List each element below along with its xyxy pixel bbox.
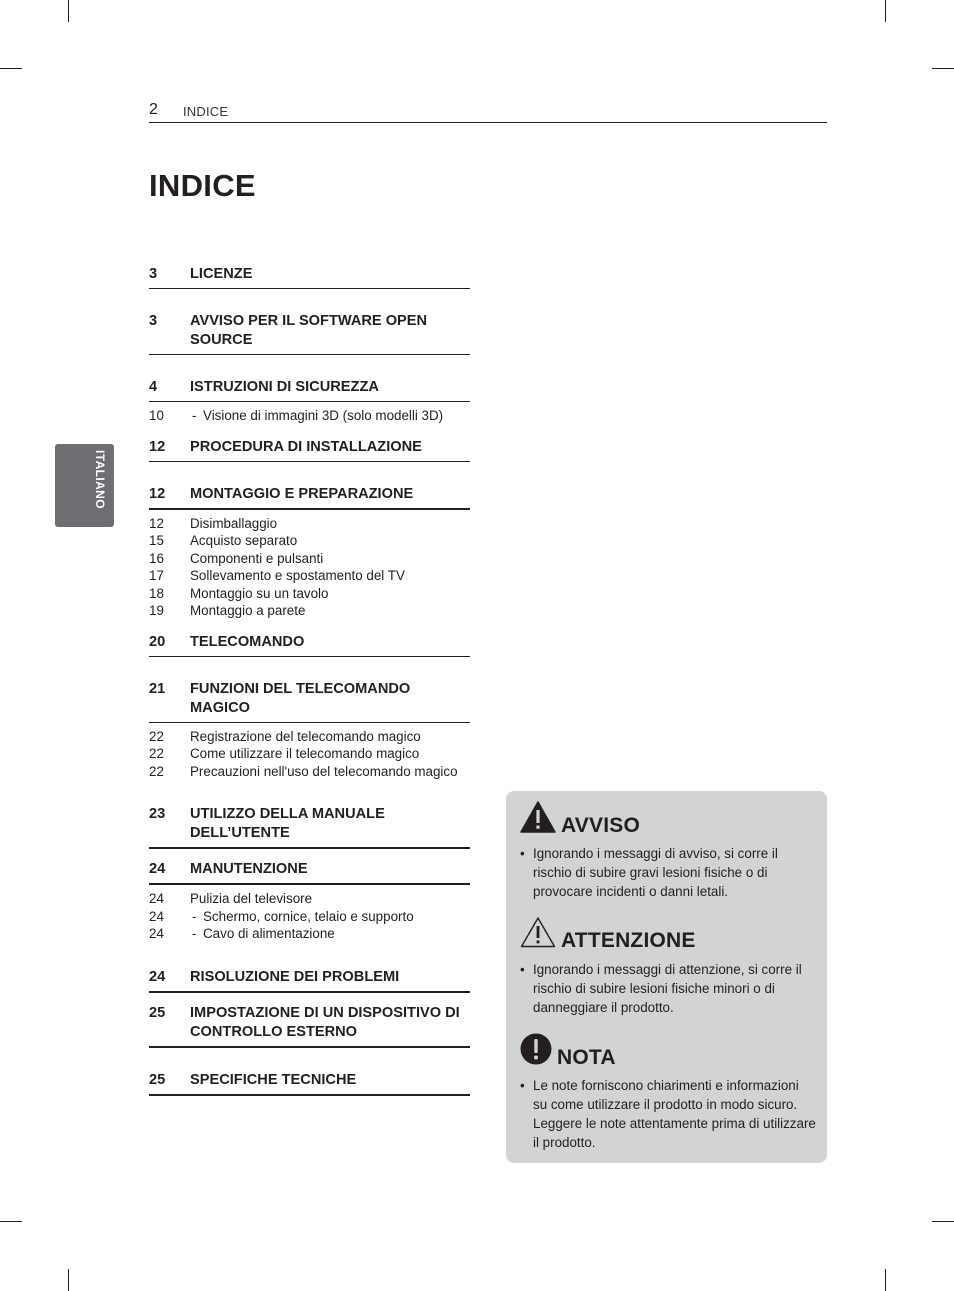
toc-subsection-title: Componenti e pulsanti [190, 550, 324, 566]
toc-subsection-title: Visione di immagini 3D (solo modelli 3D) [203, 408, 444, 423]
toc-section-page: 21 [149, 680, 166, 697]
toc-subsection[interactable] [149, 890, 470, 908]
toc-subsection[interactable] [149, 925, 470, 943]
toc-section-page: 4 [149, 379, 158, 395]
notes-box [506, 791, 827, 1163]
toc-subsection-page: 10 [149, 408, 164, 423]
toc-section-page: 12 [149, 485, 166, 502]
toc-subsection-page: 22 [149, 728, 164, 744]
toc-section[interactable] [149, 853, 470, 885]
toc-section[interactable] [149, 431, 470, 462]
toc-dash: - [192, 908, 197, 924]
crop-mark [885, 1269, 886, 1291]
toc-subsection[interactable] [149, 407, 470, 425]
toc-section-page: 3 [149, 313, 158, 329]
toc-subsection-page: 17 [149, 568, 164, 583]
toc-section[interactable] [149, 1064, 470, 1096]
caution-outline-icon [520, 916, 556, 948]
toc-subsection-page: 24 [149, 891, 164, 906]
toc-subsection-page: 15 [149, 533, 164, 548]
page-title: INDICE [149, 168, 256, 203]
toc-section-page: 25 [149, 1004, 166, 1021]
toc-subsection-title: Disimballaggio [190, 515, 278, 531]
bullet: • [520, 962, 525, 977]
toc-subsection[interactable] [149, 532, 470, 550]
toc-section[interactable] [149, 961, 470, 993]
bullet: • [520, 846, 525, 861]
toc-section-title: MANUTENZIONE [190, 861, 308, 877]
page-number: 2 [149, 101, 158, 118]
toc-subsection-title: Registrazione del telecomando magico [190, 728, 421, 744]
toc-subsection[interactable] [149, 567, 470, 585]
toc-subsection[interactable] [149, 602, 470, 620]
toc-subsection-page: 19 [149, 603, 164, 618]
toc-section[interactable] [149, 798, 470, 849]
toc-section-title: RISOLUZIONE DEI PROBLEMI [190, 968, 400, 985]
crop-mark [68, 0, 69, 22]
toc-section-title: SPECIFICHE TECNICHE [190, 1071, 357, 1088]
nota-text: • Le note forniscono chiarimenti e informazioni su come utilizzare il prodotto in modo sicuro. Leggere le note attentamente prima di utilizzare il prodotto. [520, 1078, 816, 1150]
toc-subsection-title: Come utilizzare il telecomando magico [190, 746, 420, 761]
attenzione-text: • Ignorando i messaggi di attenzione, si corre il rischio di subire lesioni fisiche minori o di danneggiare il prodotto. [520, 962, 802, 1015]
toc-section-page: 3 [149, 266, 158, 282]
crop-mark [0, 1221, 22, 1222]
toc-section-page: 12 [149, 438, 166, 455]
toc-subsection-page: 18 [149, 585, 164, 601]
toc-section-page: 24 [149, 968, 166, 985]
toc-section[interactable] [149, 997, 470, 1048]
toc-subsection-title: Montaggio a parete [190, 603, 306, 618]
toc-section[interactable] [149, 258, 470, 289]
toc-subsection[interactable] [149, 550, 470, 568]
crop-mark [932, 1221, 954, 1222]
toc-subsection-title: Pulizia del televisore [190, 891, 313, 906]
toc-subsection[interactable] [149, 585, 470, 603]
toc-subsection[interactable] [149, 908, 470, 926]
toc-dash: - [192, 408, 197, 423]
toc-section-title: TELECOMANDO [190, 633, 305, 650]
toc-subsection-title: Precauzioni nell'uso del telecomando magico [190, 763, 458, 779]
language-tab-label: ITALIANO [93, 450, 107, 509]
toc-section[interactable] [149, 371, 470, 402]
bullet: • [520, 1078, 525, 1093]
crop-mark [932, 68, 954, 69]
toc-subsection-page: 22 [149, 746, 164, 761]
toc-section-title: IMPOSTAZIONE DI UN DISPOSITIVO DI CONTROLLO ESTERNO [190, 1004, 460, 1040]
toc-section[interactable] [149, 673, 470, 723]
toc-subsection-page: 16 [149, 550, 164, 566]
toc-subsection-title: Schermo, cornice, telaio e supporto [203, 908, 414, 924]
toc-subsection-list [149, 885, 470, 945]
toc-section-title: MONTAGGIO E PREPARAZIONE [190, 485, 414, 502]
toc-subsection[interactable] [149, 763, 470, 781]
toc-section-title: ISTRUZIONI DI SICUREZZA [190, 379, 379, 395]
toc-subsection-list [149, 510, 470, 622]
toc-subsection-page: 12 [149, 515, 164, 531]
avviso-label: AVVISO [561, 814, 640, 837]
attenzione-label: ATTENZIONE [561, 929, 696, 952]
toc-section-title: FUNZIONI DEL TELECOMANDO MAGICO [190, 680, 411, 716]
toc-subsection-title: Montaggio su un tavolo [190, 585, 329, 601]
toc-subsection-title: Sollevamento e spostamento del TV [190, 568, 405, 583]
running-header [149, 100, 827, 123]
toc-section-page: 24 [149, 861, 166, 877]
toc-section-title: UTILIZZO DELLA MANUALE DELL’UTENTE [190, 806, 385, 841]
toc-section[interactable] [149, 626, 470, 657]
warning-filled-icon [520, 801, 556, 833]
toc-dash: - [192, 926, 197, 941]
toc-subsection-page: 22 [149, 763, 164, 779]
table-of-contents [149, 258, 470, 1096]
toc-section-page: 23 [149, 806, 166, 822]
toc-section[interactable] [149, 478, 470, 510]
header-section-title: INDICE [183, 104, 229, 119]
toc-section-page: 20 [149, 633, 166, 650]
crop-mark [0, 68, 22, 69]
language-tab [55, 444, 114, 527]
crop-mark [885, 0, 886, 22]
toc-subsection[interactable] [149, 745, 470, 763]
toc-subsection-page: 24 [149, 926, 164, 941]
toc-subsection-title: Cavo di alimentazione [203, 926, 335, 941]
crop-mark [68, 1269, 69, 1291]
toc-section-title: PROCEDURA DI INSTALLAZIONE [190, 438, 422, 455]
toc-subsection-page: 24 [149, 908, 164, 924]
toc-section-page: 25 [149, 1071, 166, 1088]
toc-subsection-title: Acquisto separato [190, 533, 298, 548]
nota-label: NOTA [557, 1046, 616, 1069]
toc-subsection-list [149, 402, 470, 427]
toc-section-title: LICENZE [190, 266, 253, 282]
avviso-text: • Ignorando i messaggi di avviso, si corre il rischio di subire gravi lesioni fisiche o di provocare incidenti o danni letali. [520, 846, 778, 899]
toc-subsection[interactable] [149, 728, 470, 746]
toc-section[interactable] [149, 305, 470, 355]
exclamation-circle-icon [520, 1033, 552, 1065]
toc-section-title: AVVISO PER IL SOFTWARE OPEN SOURCE [190, 313, 428, 348]
toc-subsection[interactable] [149, 515, 470, 533]
toc-subsection-list [149, 723, 470, 783]
